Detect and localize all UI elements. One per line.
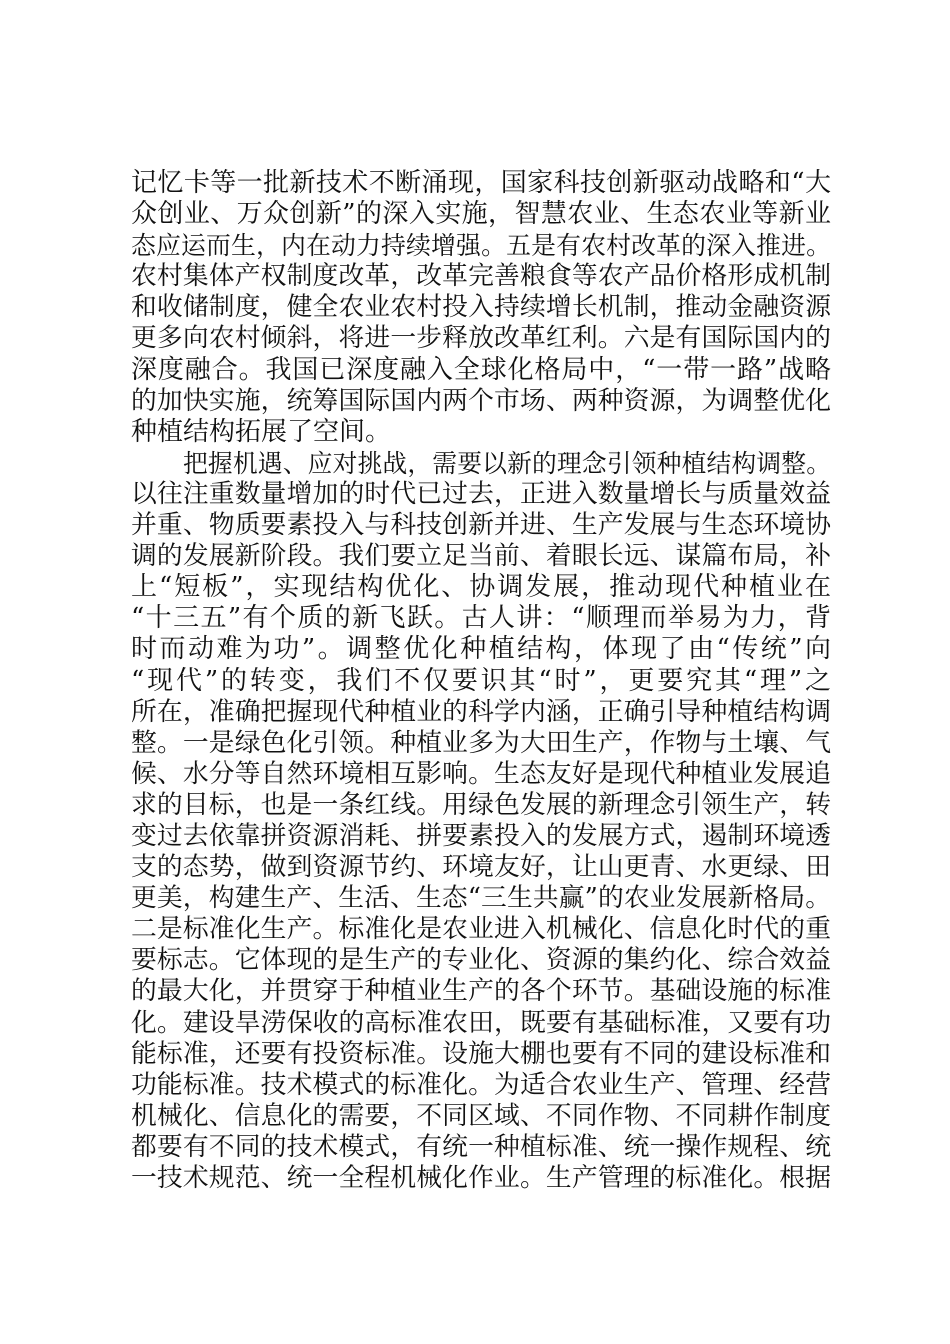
text-line: 调的发展新阶段。我们要立足当前、着眼长远、谋篇布局，补 xyxy=(131,541,831,572)
text-line: 记忆卡等一批新技术不断涌现，国家科技创新驱动战略和“大 xyxy=(131,168,831,198)
text-line: 时而动难为功”。调整优化种植结构，体现了由“传统”向 xyxy=(131,634,831,665)
paragraph-start-line: 把握机遇、应对挑战，需要以新的理念引领种植结构调整。 xyxy=(183,448,831,478)
text-line: 众创业、万众创新”的深入实施，智慧农业、生态农业等新业 xyxy=(131,199,831,230)
text-line: 整。一是绿色化引领。种植业多为大田生产，作物与土壤、气 xyxy=(131,727,831,758)
text-line: 态应运而生，内在动力持续增强。五是有农村改革的深入推进。 xyxy=(131,231,831,261)
text-line: 的最大化，并贯穿于种植业生产的各个环节。基础设施的标准 xyxy=(131,976,831,1007)
text-line: 以往注重数量增加的时代已过去，正进入数量增长与质量效益 xyxy=(131,478,831,509)
text-line: 求的目标，也是一条红线。用绿色发展的新理念引领生产，转 xyxy=(131,789,831,820)
text-line: 二是标准化生产。标准化是农业进入机械化、信息化时代的重 xyxy=(131,914,831,945)
text-line: 深度融合。我国已深度融入全球化格局中，“一带一路”战略 xyxy=(131,354,831,385)
text-line: 所在，准确把握现代种植业的科学内涵，正确引导种植结构调 xyxy=(131,696,831,727)
text-line: 支的态势，做到资源节约、环境友好，让山更青、水更绿、田 xyxy=(131,852,831,883)
text-line: 的加快实施，统筹国际国内两个市场、两种资源，为调整优化 xyxy=(131,385,831,416)
text-line: “十三五”有个质的新飞跃。古人讲：“顺理而举易为力，背 xyxy=(131,603,831,634)
body-text xyxy=(131,168,831,1194)
text-line: 能标准，还要有投资标准。设施大棚也要有不同的建设标准和 xyxy=(131,1038,831,1069)
text-line: “现代”的转变，我们不仅要识其“时”，更要究其“理”之 xyxy=(131,665,831,696)
text-line: 更美，构建生产、生活、生态“三生共赢”的农业发展新格局。 xyxy=(131,883,831,914)
text-line: 种植结构拓展了空间。 xyxy=(131,416,392,447)
text-line: 并重、物质要素投入与科技创新并进、生产发展与生态环境协 xyxy=(131,510,831,541)
text-line: 候、水分等自然环境相互影响。生态友好是现代种植业发展追 xyxy=(131,758,831,789)
text-line: 和收储制度，健全农业农村投入持续增长机制，推动金融资源 xyxy=(131,292,831,323)
text-line: 更多向农村倾斜，将进一步释放改革红利。六是有国际国内的 xyxy=(131,323,831,354)
text-line: 要标志。它体现的是生产的专业化、资源的集约化、综合效益 xyxy=(131,945,831,976)
text-line: 化。建设旱涝保收的高标准农田，既要有基础标准，又要有功 xyxy=(131,1007,831,1038)
text-line: 上“短板”，实现结构优化、协调发展，推动现代种植业在 xyxy=(131,572,831,603)
text-line: 农村集体产权制度改革，改革完善粮食等农产品价格形成机制 xyxy=(131,261,831,292)
text-line: 变过去依靠拼资源消耗、拼要素投入的发展方式，遏制环境透 xyxy=(131,820,831,851)
text-line: 都要有不同的技术模式，有统一种植标准、统一操作规程、统 xyxy=(131,1131,831,1162)
text-line: 一技术规范、统一全程机械化作业。生产管理的标准化。根据 xyxy=(131,1163,831,1193)
text-line: 机械化、信息化的需要，不同区域、不同作物、不同耕作制度 xyxy=(131,1100,831,1131)
text-line: 功能标准。技术模式的标准化。为适合农业生产、管理、经营 xyxy=(131,1069,831,1100)
